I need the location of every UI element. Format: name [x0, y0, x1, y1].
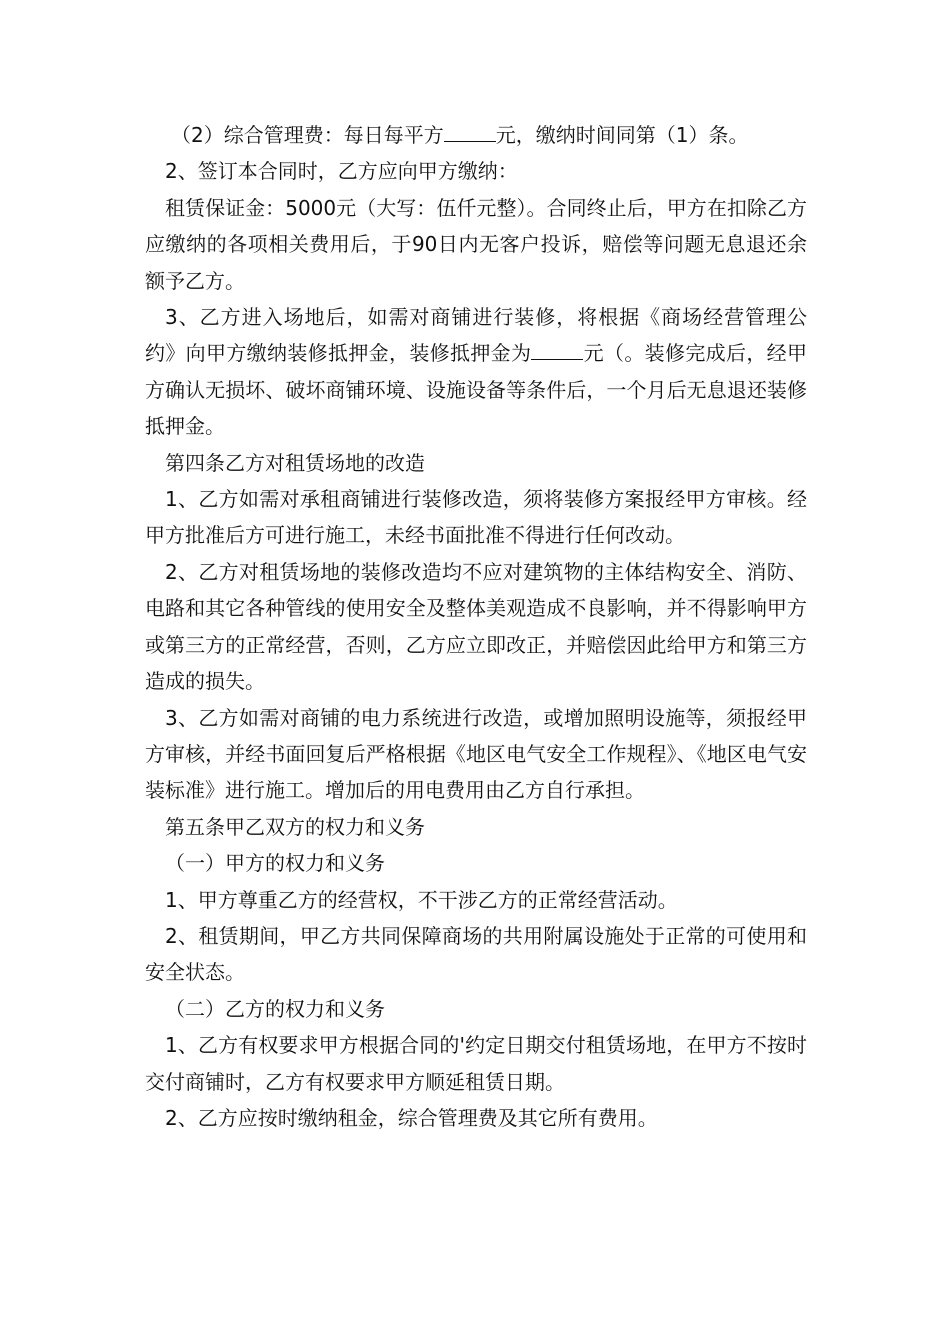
paragraph: 3、乙方如需对商铺的电力系统进行改造，或增加照明设施等，须报经甲方审核，并经书面回复后严格根据《地区电气安全工作规程》、《地区电气安装标准》进行施工。增加后的用电费用由乙方自行承担。 [145, 705, 807, 803]
fill-in-blank [531, 341, 583, 360]
paragraph: 2、租赁期间，甲乙方共同保障商场的共用附属设施处于正常的可使用和安全状态。 [145, 923, 807, 985]
paragraph-text: （2）综合管理费：每日每平方 [171, 123, 444, 147]
section-heading: 第五条甲乙双方的权力和义务 [165, 814, 425, 839]
paragraph: 1、乙方有权要求甲方根据合同的'约定日期交付租赁场地，在甲方不按时交付商铺时，乙方有权要求甲方顺延租赁日期。 [145, 1033, 807, 1094]
paragraph-text: 3、乙方进入场地后，如需对商铺进行装修，将根据《商场经营管理公约》向甲方缴纳装修抵押金，装修抵押金为 [145, 305, 807, 366]
subsection-heading: （一）甲方的权力和义务 [165, 851, 385, 876]
paragraph-text: 元，缴纳时间同第（1）条。 [495, 123, 749, 147]
paragraph: 2、签订本合同时，乙方应向甲方缴纳： [165, 159, 518, 184]
paragraph: 租赁保证金：5000元（大写：伍仟元整）。合同终止后，甲方在扣除乙方应缴纳的各项相关费用后，于90日内无客户投诉，赔偿等问题无息退还余额予乙方。 [145, 195, 807, 293]
paragraph: 2、乙方应按时缴纳租金，综合管理费及其它所有费用。 [165, 1105, 658, 1130]
paragraph: 1、甲方尊重乙方的经营权，不干涉乙方的正常经营活动。 [165, 887, 678, 912]
paragraph [145, 117, 807, 153]
paragraph-text: 元（。装修完成后，经甲方确认无损坏、破坏商铺环境、设施设备等条件后，一个月后无息退还装修抵押金。 [145, 341, 808, 439]
subsection-heading: （二）乙方的权力和义务 [165, 996, 385, 1021]
paragraph: 1、乙方如需对承租商铺进行装修改造，须将装修方案报经甲方审核。经甲方批准后方可进行施工，未经书面批准不得进行任何改动。 [145, 487, 807, 548]
paragraph: 2、乙方对租赁场地的装修改造均不应对建筑物的主体结构安全、消防、电路和其它各种管线的使用安全及整体美观造成不良影响，并不得影响甲方或第三方的正常经营，否则，乙方应立即改正，并赔偿因此给甲方和第三方造成的损失。 [145, 559, 807, 694]
document-body [145, 117, 807, 1136]
section-heading: 第四条乙方对租赁场地的改造 [165, 450, 425, 475]
paragraph [145, 299, 807, 445]
fill-in-blank [444, 123, 496, 142]
